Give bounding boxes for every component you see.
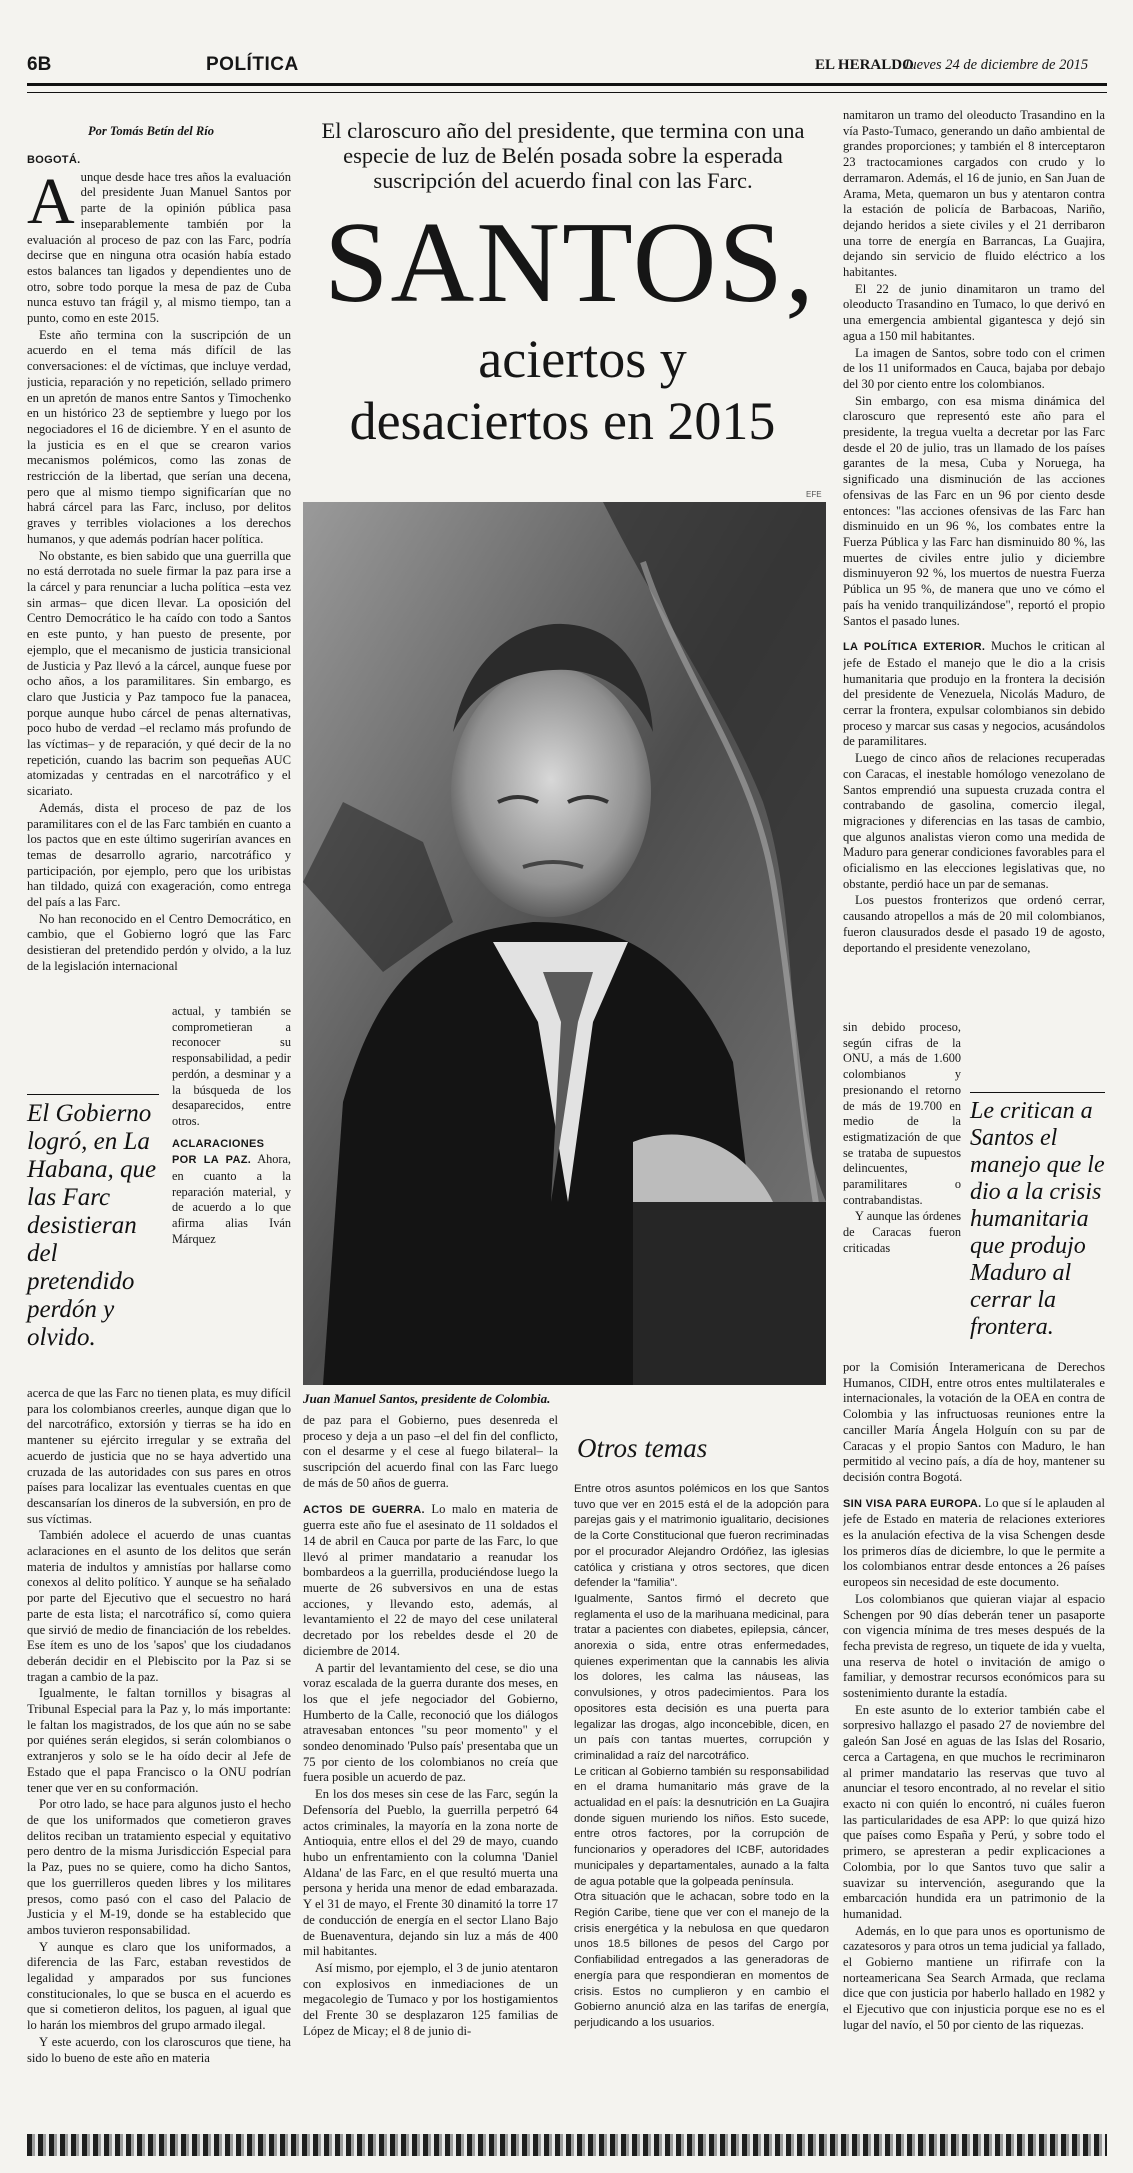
sidebar-paragraph: Le critican al Gobierno también su responsabilidad en el drama humanitario más grave de la actualidad en el país: la desnutrición en La Guajira donde siguen muriendo los niños. Esto sucede, entre otros factores, por la corrupción de funcionarios y operadores del ICBF, autoridades municipales y departamentales, aunado a la falta de agua potable que la golpeada península. — [574, 1765, 829, 1888]
paragraph: de paz para el Gobierno, pues desenreda el proceso y deja a un paso –el del fin del conflicto, con el desarme y el cese al fuego bilateral– la suscripción del acuerdo final con las Farc luego de más de 50 años de guerra. — [303, 1413, 558, 1490]
paragraph: Igualmente, le faltan tornillos y bisagras al Tribunal Especial para la Paz y, lo más importante: le faltan los magistrados, de los que aún no se sabe por quiénes serán elegidos, si serán colombianos o extranjeros y solo se le ha oído decir al Jefe de Estado que el papa Francisco o la ONU podrían tener que ver en su conformación. — [27, 1686, 291, 1795]
paragraph: Sin embargo, con esa misma dinámica del claroscuro que representó este año para el presidente, la tregua vuelta a decretar por las Farc desde el 20 de julio, tras un llamado de los países garantes de la mesa, Cuba y Noruega, ha significado una disminución de las acciones ofensivas de las Farc en un 96 por ciento desde entonces: "las acciones ofensivas de las Farc han disminuido en un 96 %, los combates entre la Fuerza Pública y las Farc han disminuido 80 %, las muertes de civiles entre julio y diciembre disminuyeron 92 %, los muertos de nuestra Fuerza Pública un 95 %, de manera que uno ve cómo el país ha venido tranquilizándose", reportó el propio Santos el pasado lunes. — [843, 393, 1105, 628]
subsection-politica-exterior: LA POLÍTICA EXTERIOR. Muchos le critican al jefe de Estado el manejo que le dio a la crisis humanitaria que produjo en la frontera la decisión del presidente de Venezuela, Nicolás Maduro, de cerrar la frontera, expulsar colombianos sin debido proceso y marcar sus casas y negocios, acusándolos de paramilitares. — [843, 639, 1105, 749]
paragraph: No obstante, es bien sabido que una guerrilla que no está derrotada no suele firmar la paz para irse a la cárcel y para renunciar a lucha política –esta vez sin armas– que dicen llevar. La oposición del Centro Democrático le ha caído con todo a Santos en este punto, y han puesto de presente, por ejemplo, que el mecanismo de justicia transicional de Justicia y Paz llevó a la cárcel, aunque fuese por ocho años, a los paramilitares. Sin embargo, es claro que Justicia y Paz tampoco fue la panacea, porque aunque hubo cárcel de penas alternativas, poco hubo de verdad –el reclamo más profundo de las víctimas– y de reparación, y qué decir de la no repetición, cuando las bacrim son pequeñas AUC atomizadas y centradas en el narcotráfico y el sicariato. — [27, 548, 291, 799]
paragraph: Además, dista el proceso de paz de los paramilitares con el de las Farc también en cuanto a los pactos que en este último sugerirían avances en temas de desarrollo agrario, narcotráfico y participación, por ejemplo, pero que los uribistas han tildado, quizá con exageración, como entrega del país a las Farc. — [27, 800, 291, 910]
paragraph: Y este acuerdo, con los claroscuros que tiene, ha sido lo bueno de este año en materia — [27, 2034, 291, 2065]
paragraph: En este asunto de lo exterior también cabe el sorpresivo hallazgo el pasado 27 de noviembre del galeón San José en aguas de las Islas del Rosario, cerca a Cartagena, en que muchos le recriminaron al primer mandatario las reservas que tuvo al anunciar el tesoro encontrado, al no revelar el sitio exacto ni con quién lo encontró, ni cuáles fueron las particularidades de esa APP: lo que quizá hizo que países como España y Perú, y sobre todo el primero, se apresteran a pedir explicaciones a Colombia, por lo que Santos tuvo que salir a suavizar su intervención, asegurando que la embarcación hundida era un patrimonio de la humanidad. — [843, 1702, 1105, 1921]
dateline: BOGOTÁ. — [27, 154, 81, 166]
paragraph: Además, en lo que para unos es oportunismo de cazatesoros y para otros un tema judicial ya fallado, el Gobierno mantiene un rifirrafe con la norteamericana Sea Search Armada, que reclama dice que con justicia por haberlo hallado en 1982 y el Ejecutivo que con injusticia porque ese no es el lugar del navío, el 50 por ciento de las riquezas. — [843, 1923, 1105, 2032]
sidebar-body — [574, 1482, 829, 2122]
headline-sub-2: desaciertos en 2015 — [349, 391, 776, 451]
header-rule-thick — [27, 83, 1107, 86]
issue-date: Jueves 24 de diciembre de 2015 — [903, 57, 1089, 73]
sidebar-paragraph: Igualmente, Santos firmó el decreto que reglamenta el uso de la marihuana medicinal, para tratar a pacientes con diabetes, epilepsia, cáncer, anorexia o sida, entre otras enfermedades, quienes experimentan que la cannabis les alivia los dolores, les calma las náuseas, las convulsiones, y otros padecimientos. Para los opositores esta decisión es una puerta para legalizar las drogas, algo inconcebible, dicen, en un país con tantas muertes, corrupción y criminalidad a raíz del narcotráfico. — [574, 1592, 829, 1762]
pullquote-right: Le critican a Santos el manejo que le dio a la crisis humanitaria que produjo Maduro al cerrar la frontera. — [970, 1098, 1105, 1340]
drop-cap: A — [27, 164, 75, 238]
subsection-actos-de-guerra: ACTOS DE GUERRA. Lo malo en materia de guerra este año fue el asesinato de 11 soldados el 14 de abril en Cauca por parte de las Farc, lo que llevó al primer mandatario a reanudar los bombardeos a la guerrilla, produciéndose luego la muerte de 26 subversivos en una de estas acciones, y llevando esto, además, al levantamiento el 22 de mayo del cese unilateral decretado por los rebeldes desde el 20 de diciembre de 2014. — [303, 1501, 558, 1658]
column-1-narrow — [172, 1004, 291, 1377]
header-rule-thin — [27, 92, 1107, 93]
column-2 — [303, 1413, 558, 2121]
sidebar-paragraph: Entre otros asuntos polémicos en los que Santos tuvo que ver en 2015 está el de la adopción para parejas gais y el matrimonio igualitario, decisiones de la Corte Constitucional que fueron recriminadas por el procurador Alejandro Ordóñez, las iglesias católica y cristiana y otros sectores, que dicen defender la "familia". — [574, 1483, 829, 1590]
paragraph: namitaron un tramo del oleoducto Trasandino en la vía Pasto-Tumaco, generando un daño ambiental de grandes proporciones; y también el 8 interceptaron 23 tractocamiones cargados con crudo y lo derramaron. Además, el 16 de junio, en San Juan de Arama, Meta, quemaron un bus y atentaron contra la estación de policía de Barbacoas, Nariño, dejando heridos a siete civiles y el 21 derribaron una torre de energía en Barrancas, La Guajira, dejando sin servicio de fluido eléctrico a los habitantes. — [843, 108, 1105, 280]
column-3-bottom — [843, 1360, 1105, 2122]
subsection-sin-visa: SIN VISA PARA EUROPA. Lo que sí le aplauden al jefe de Estado en materia de relaciones exteriores es la anulación efectiva de la visa Schengen desde los primeros días de diciembre, lo que le permite a los colombianos entrar desde entonces a 26 países europeos sin necesidad de este documento. — [843, 1495, 1105, 1590]
photo-credit: EFE — [806, 490, 822, 499]
column-1-top — [27, 152, 291, 997]
deck: El claroscuro año del presidente, que termina con una especie de luz de Belén posada sobre la esperada suscripción del acuerdo final con las Farc. — [321, 118, 805, 193]
headline-sub-1: aciertos y — [478, 329, 687, 389]
paragraph: No han reconocido en el Centro Democrático, en cambio, que el Gobierno logró que las Farc desistieran del pretendido perdón y olvido, a la luz de la legislación internacional — [27, 911, 291, 973]
paragraph: actual, y también se comprometieran a reconocer su responsabilidad, a pedir perdón, a desminar y a la búsqueda de los desaparecidos, entre otros. — [172, 1004, 291, 1128]
byline: Por Tomás Betín del Río — [88, 124, 214, 138]
paragraph: También adolece el acuerdo de unas cuantas aclaraciones en el asunto de los delitos que serán materia de indultos y amnistías por hallarse como conexos al delito político. Y aunque se ha señalado por parte del Ejecutivo que el secuestro no hará parte de esta lista; el narcotráfico sí, como quiera que sirvió de medio de financiación de los rebeldes. Ese ítem es uno de los 'sapos' que los ciudadanos deberán decidir en el Plebiscito por la Paz si se tragan a cambio de la paz. — [27, 1528, 291, 1684]
subsection-aclaraciones: ACLARACIONES POR LA PAZ. Ahora, en cuanto a la reparación material, y de acuerdo a lo que afirma alias Iván Márquez — [172, 1137, 291, 1246]
paragraph: Por otro lado, se hace para algunos justo el hecho de que los uniformados que cometieron graves delitos reciban un tratamiento especial y equitativo pero dentro de la misma Jurisdicción Especial para la Paz, pues no se quiere, como ha dicho Santos, que los guerrilleros queden libres y los militares presos, como pasó con el caso del Palacio de Justicia y el M-19, donde se ha establecido que ambos tuvieron responsabilidad. — [27, 1797, 291, 1937]
pullquote-left: El Gobierno logró, en La Habana, que las Farc desistieran del pretendido perdón y olvido. — [27, 1100, 157, 1351]
column-1-bottom — [27, 1386, 291, 2121]
paragraph: acerca de que las Farc no tienen plata, es muy difícil para los colombianos creerles, aunque digan que lo del narcotráfico, extorsión y tierras se ha ido en mantener su ejército irregular y se extraña del acuerdo de justicia que no se haya advertido una cruzada de las autoridades con sus pares en otros países para localizar las eventuales cuentas en que descansarían los dineros de la subversión, en pro de sus víctimas. — [27, 1386, 291, 1526]
paragraph: Este año termina con la suscripción de un acuerdo en el tema más difícil de las conversaciones: el de víctimas, que incluye verdad, justicia, reparación y no repetición, sellado primero en un apretón de manos entre Santos y Timochenko en un histórico 23 de septiembre y luego por los negociadores el 16 de diciembre. Y en el asunto de la justicia es en el que se crearon varios mecanismos polémicos, como las zonas de restricción de la libertad, que serían una decena, pero que al mismo tiempo significarían que no habrá cárcel para las Farc, incluso, por delitos graves y terribles violaciones a los derechos humanos, y que además podrían hacer política. — [27, 327, 291, 546]
lead-paragraph: Aunque desde hace tres años la evaluación del presidente Juan Manuel Santos por parte de la opinión pública pasa inseparablemente también por la evaluación al proceso de paz con las Farc, podría decirse que en ninguna otra ocasión había estado estos balances tan ligados y dependientes uno de otro, sobre todo porque la mesa de paz de Cuba nunca estuvo tan frágil y, al mismo tiempo, tan a punto, como en este 2015. — [27, 164, 291, 326]
section-name: POLÍTICA — [206, 54, 299, 75]
newspaper-name: EL HERALDO — [815, 57, 914, 73]
paragraph: Los puestos fronterizos que ordenó cerrar, causando atropellos a más de 20 mil colombianos, fueron clausurados desde el pasado 19 de agosto, deportando el presidente venezolano, — [843, 893, 1105, 955]
paragraph: Y aunque las órdenes de Caracas fueron criticadas — [843, 1209, 961, 1255]
pullquote-left-rule-top — [27, 1094, 159, 1095]
column-3-top — [843, 108, 1105, 1020]
photo-illustration — [303, 502, 826, 1385]
pullquote-right-rule — [970, 1092, 1105, 1093]
paragraph: Y aunque es claro que los uniformados, a diferencia de las Farc, estaban revestidos de legalidad y amparados por sus funciones constitucionales, lo que se busca en el acuerdo es que si cometieron delitos, los paguen, al igual que lo harán los miembros del grupo armado ilegal. — [27, 1939, 291, 2033]
paragraph: El 22 de junio dinamitaron un tramo del oleoducto Trasandino en Tumaco, lo que derivó en una emergencia ambiental gigantesca y dejó sin agua a 150 mil habitantes. — [843, 281, 1105, 343]
paragraph: por la Comisión Interamericana de Derechos Humanos, CIDH, entre otros entes multilaterales e internacionales, la votación de la OEA en contra de Colombia y las infructuosas reuniones entre la canciller María Ángela Holguín con su par de Caracas y el propio Santos con Maduro, le han permitido al vecino país, a día de hoy, mantener su decisión contra Bogotá. — [843, 1360, 1105, 1484]
sidebar-paragraph: Otra situación que le achacan, sobre todo en la Región Caribe, tiene que ver con el manejo de la crisis energética y la nebulosa en que quedaron unos 18.5 billones de pesos del Cargo por Confiabilidad entregados a las generadoras de energía para que respondieran en momentos de crisis. Estos no cumplieron y en cambio el Gobierno anunció alza en las tarifas de energía, perjudicando a los usuarios. — [574, 1891, 829, 2029]
paragraph: En los dos meses sin cese de las Farc, según la Defensoría del Pueblo, la guerrilla perpetró 64 actos criminales, la mayoría en la zona norte de Antioquia, entre ellos el del 29 de mayo, cuando hubo un enfrentamiento con la columna 'Daniel Aldana' de las Farc, en el que resultó muerta una persona y herida una menor de edad embarazada. Y el 31 de mayo, el Frente 30 dinamitó la torre 17 de conducción de energía en el sector Llano Bajo de Buenaventura, dejando sin luz a más de 400 mil habitantes. — [303, 1787, 558, 1959]
photo-caption: Juan Manuel Santos, presidente de Colombia. — [303, 1391, 551, 1406]
sidebar-title: Otros temas — [577, 1433, 708, 1463]
paragraph: La imagen de Santos, sobre todo con el crimen de los 11 uniformados en Cauca, bajaba por debajo del 30 por ciento entre los colombianos. — [843, 345, 1105, 391]
paragraph: Así mismo, por ejemplo, el 3 de junio atentaron con explosivos en inmediaciones de un megacolegio de Tumaco y por los hostigamientos del Frente 30 se desplazaron 125 familias de López de Micay; el 8 de junio di- — [303, 1960, 558, 2038]
footer-pattern-bar — [27, 2134, 1107, 2156]
photo-santos — [303, 502, 826, 1385]
paragraph: A partir del levantamiento del cese, se dio una voraz escalada de la guerra durante dos meses, en los que el jefe negociador del Gobierno, Humberto de la Calle, reconoció que los diálogos atravesaban entonces "su peor momento" y el sondeo denominado 'Pulso país' presentaba que un 75 por ciento de los colombianos no creía que fuera posible un acuerdo de paz. — [303, 1660, 558, 1785]
paragraph: Los colombianos que quieran viajar al espacio Schengen por 90 días deberán tener un pasaporte con vigencia mínima de tres meses después de la fecha prevista de regreso, un tiquete de ida y vuelta, una reserva de hotel o invitación de amigo o familiar, y demostrar recursos económicos para su sostenimiento durante la estadía. — [843, 1591, 1105, 1701]
column-3-narrow — [843, 1020, 961, 1358]
paragraph: sin debido proceso, según cifras de la ONU, a más de 1.600 colombianos y presionando el retorno de más de 19.700 en medio de la estigmatización de que se trataba de supuestos delincuentes, paramilitares o contrabandistas. — [843, 1020, 961, 1207]
page-number: 6B — [27, 54, 52, 75]
paragraph: Luego de cinco años de relaciones recuperadas con Caracas, el inestable homólogo venezolano de Santos emprendió una supuesta cruzada contra el contrabando de gasolina, comercio ilegal, migraciones y diferencias en las tasas de cambio, que algunos analistas vieron como una medida de Maduro para generar condiciones favorables para el oficialismo en las elecciones legislativas que, no obstante, perdió hace un par de semanas. — [843, 751, 1105, 891]
headline-main: SANTOS, — [323, 199, 817, 327]
